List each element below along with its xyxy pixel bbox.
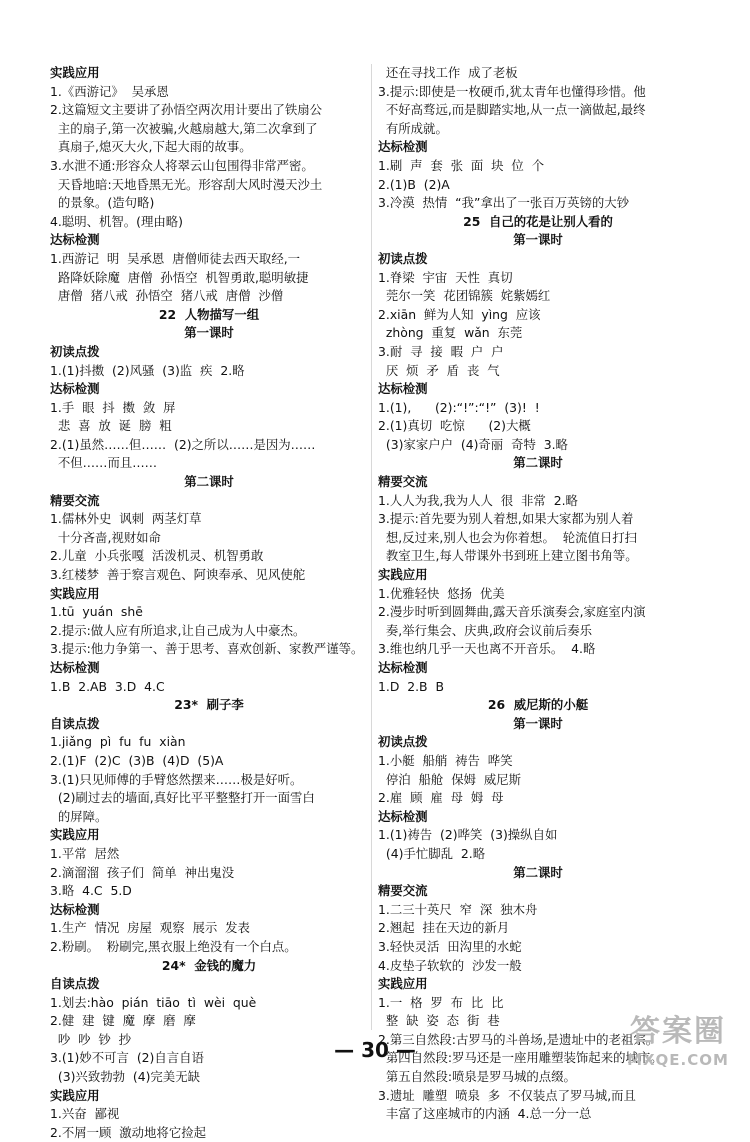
answer-line: 2.第三自然段:古罗马的斗兽场,是遗址中的老祖宗。	[378, 1031, 659, 1047]
answer-line: 2.翘起 挂在天边的新月	[378, 920, 510, 936]
answer-line: 真扇子,熄灭大火,下起大雨的故事。	[50, 139, 252, 155]
answer-line: 悲 喜 放 诞 膀 粗	[50, 418, 172, 434]
answer-line: 1.划去:hào pián tiāo tì wèi què	[50, 994, 257, 1010]
section-heading: 达标检测	[50, 660, 100, 675]
answer-line: 3.(1)妙不可言 (2)自言自语	[50, 1050, 204, 1066]
answer-line: 停泊 船舱 保姆 威尼斯	[378, 771, 522, 787]
answer-line: 2.滴溜溜 孩子们 简单 神出鬼没	[50, 864, 235, 880]
section-heading: 达标检测	[50, 901, 100, 917]
section-heading: 达标检测	[378, 139, 428, 155]
lesson-title: 25 自己的花是让别人看的	[463, 213, 613, 229]
answer-line: 教室卫生,每人带课外书到班上建立图书角等。	[378, 548, 638, 564]
answer-line: 的景象。(造句略)	[50, 195, 155, 211]
section-heading: 初读点拨	[378, 734, 428, 750]
answer-line: 唐僧 猪八戒 孙悟空 猪八戒 唐僧 沙僧	[50, 288, 284, 304]
left-column	[50, 64, 368, 1142]
lesson-title: 第二课时	[513, 864, 563, 880]
answer-line: 丰富了这座城市的内涵 4.总一分一总	[378, 1106, 592, 1122]
lesson-title: 第二课时	[184, 474, 234, 490]
answer-line: 3.耐 寻 接 暇 户 户	[378, 343, 504, 359]
answer-line: 2.漫步时听到圆舞曲,露天音乐演奏会,家庭室内演	[378, 604, 646, 620]
section-heading: 实践应用	[50, 827, 100, 843]
answer-line: 1.兴奋 鄙视	[50, 1106, 120, 1122]
section-heading: 实践应用	[378, 976, 428, 992]
section-heading: 精要交流	[50, 492, 100, 508]
answer-line: 主的扇子,第一次被骗,火越扇越大,第二次拿到了	[50, 120, 318, 136]
answer-line: 1.B 2.AB 3.D 4.C	[50, 678, 165, 694]
lesson-title: 第一课时	[513, 232, 563, 248]
watermark-logo	[614, 1013, 742, 1079]
answer-line: 1.人人为我,我为人人 很 非常 2.略	[378, 492, 578, 508]
answer-line: (3)兴致勃勃 (4)完美无缺	[50, 1069, 200, 1085]
answer-line: 1.(1), (2):“!”:“!” (3)! !	[378, 399, 540, 415]
answer-line: 1.tū yuán shē	[50, 604, 143, 620]
answer-line: 4.皮垫子软软的 沙发一般	[378, 957, 522, 973]
answer-line: 1.优雅轻快 悠扬 优美	[378, 585, 505, 601]
section-heading: 达标检测	[50, 381, 100, 397]
lesson-title: 26 威尼斯的小艇	[487, 697, 589, 713]
section-heading: 达标检测	[50, 232, 100, 248]
answer-line: 不好高骛远,而是脚踏实地,从一点一滴做起,最终	[378, 102, 646, 118]
section-heading: 达标检测	[378, 381, 428, 397]
answer-line: (3)家家户户 (4)奇丽 奇特 3.略	[378, 436, 568, 452]
section-heading: 实践应用	[378, 567, 428, 583]
answer-line: 莞尔一笑 花团锦簇 姹紫嫣红	[378, 288, 551, 304]
answer-line: (2)刷过去的墙面,真好比平平整整打开一面雪白	[50, 790, 315, 806]
answer-line: 厌 烦 矛 盾 丧 气	[378, 362, 500, 378]
section-heading: 实践应用	[50, 585, 100, 601]
answer-line: 2.(1)虽然……但…… (2)之所以……是因为……	[50, 436, 316, 452]
section-heading: 达标检测	[378, 660, 428, 675]
answer-line: (4)手忙脚乱 2.略	[378, 845, 486, 861]
section-heading: 达标检测	[378, 808, 428, 824]
answer-line: 3.提示:即使是一枚硬币,犹太青年也懂得珍惜。他	[378, 83, 646, 99]
watermark-url: MXQE.COM	[627, 1051, 729, 1069]
answer-line: 1.刷 声 套 张 面 块 位 个	[378, 157, 545, 173]
answer-line: 3.(1)只见师傅的手臂悠然摆来……极是好听。	[50, 771, 303, 787]
answer-line: 路降妖除魔 唐僧 孙悟空 机智勇敢,聪明敏捷	[50, 269, 309, 285]
lesson-title: 第一课时	[184, 325, 234, 341]
answer-line: 1.生产 情况 房屋 观察 展示 发表	[50, 920, 250, 936]
answer-line: 2.儿童 小兵张嘎 活泼机灵、机智勇敢	[50, 548, 264, 564]
answer-line: 1.(1)祷告 (2)哗笑 (3)操纵自如	[378, 827, 558, 843]
answer-line: 3.遗址 雕塑 喷泉 多 不仅装点了罗马城,而且	[378, 1087, 636, 1103]
answer-line: 1.二三十英尺 窄 深 独木舟	[378, 901, 538, 917]
answer-line: 想,反过来,别人也会为你着想。 轮流值日打扫	[378, 529, 638, 545]
right-column	[378, 64, 698, 1124]
answer-line: 3.红楼梦 善于察言观色、阿谀奉承、见风使舵	[50, 567, 306, 583]
section-heading: 精要交流	[378, 883, 428, 899]
answer-line: 整 缺 姿 态 街 巷	[378, 1013, 500, 1029]
answer-line: 十分吝啬,视财如命	[50, 529, 161, 545]
section-heading: 自读点拨	[50, 715, 100, 731]
answer-line: 2.(1)B (2)A	[378, 176, 450, 192]
answer-line: 2.xiān 鲜为人知 yìng 应该	[378, 306, 541, 322]
lesson-title: 第一课时	[513, 715, 563, 731]
answer-line: 2.提示:做人应有所追求,让自己成为人中豪杰。	[50, 622, 306, 638]
section-heading: 初读点拨	[378, 250, 428, 266]
answer-line: 2.这篇短文主要讲了孙悟空两次用计要出了铁扇公	[50, 102, 323, 118]
answer-line: 1.手 眼 抖 擞 敛 屏	[50, 399, 176, 415]
section-heading: 精要交流	[378, 474, 428, 490]
answer-line: 奏,举行集会、庆典,政府会议前后奏乐	[378, 622, 593, 638]
answer-line: 1.jiǎng pì fu fu xiàn	[50, 734, 186, 750]
answer-line: 3.略 4.C 5.D	[50, 883, 132, 899]
lesson-title: 24* 金钱的魔力	[161, 957, 257, 973]
answer-line: 4.聪明、机智。(理由略)	[50, 213, 184, 229]
answer-line: 1.平常 居然	[50, 845, 120, 861]
section-heading: 自读点拨	[50, 976, 100, 992]
answer-line: 1.小艇 船艄 祷告 哗笑	[378, 752, 513, 768]
answer-line: 1.西游记 明 吴承恩 唐僧师徒去西天取经,一	[50, 250, 301, 266]
answer-line: 3.水泄不通:形容众人将翠云山包围得非常严密。	[50, 157, 314, 173]
lesson-title: 22 人物描写一组	[158, 306, 260, 322]
answer-line: 2.雇 顾 雇 母 姆 母	[378, 790, 504, 806]
answer-line: 第四自然段:罗马还是一座用雕塑装饰起来的城市。	[378, 1050, 663, 1066]
answer-line: 的屏障。	[50, 808, 108, 824]
answer-line: 2.(1)真切 吃惊 (2)大概	[378, 418, 531, 434]
answer-line: 1.一 格 罗 布 比 比	[378, 994, 504, 1010]
answer-line: 3.提示:首先要为别人着想,如果大家都为别人着	[378, 511, 634, 527]
section-heading: 初读点拨	[50, 343, 100, 359]
lesson-title: 第二课时	[513, 455, 563, 471]
answer-line: 3.冷漠 热情 “我”拿出了一张百万英镑的大钞	[378, 195, 630, 211]
lesson-title: 23* 刷子李	[174, 697, 244, 713]
answer-line: 第五自然段:喷泉是罗马城的点缀。	[378, 1069, 576, 1085]
answer-line: 还在寻找工作 成了老板	[378, 65, 518, 80]
answer-line: 1.《西游记》 吴承恩	[50, 83, 169, 99]
answer-line: 1.D 2.B B	[378, 678, 444, 694]
section-heading: 实践应用	[50, 65, 100, 80]
answer-line: 天昏地暗:天地昏黑无光。形容刮大风时漫天沙土	[50, 176, 323, 192]
watermark-logo-text: 答案圈	[630, 1014, 726, 1049]
answer-line: 3.维也纳几乎一天也离不开音乐。 4.略	[378, 641, 596, 657]
section-heading: 实践应用	[50, 1087, 100, 1103]
column-divider	[371, 64, 372, 1030]
answer-line: 吵 吵 钞 抄	[50, 1031, 132, 1047]
answer-line: 1.(1)抖擞 (2)风骚 (3)监 疾 2.略	[50, 362, 245, 378]
answer-line: 1.儒林外史 讽刺 两茎灯草	[50, 511, 202, 527]
answer-line: 2.不屑一顾 激动地将它捡起	[50, 1124, 206, 1140]
answer-line: 3.提示:他力争第一、善于思考、喜欢创新、家教严谨等。	[50, 641, 364, 657]
answer-line: 2.健 建 键 魔 摩 磨 摩	[50, 1013, 196, 1029]
answer-line: 3.轻快灵活 田沟里的水蛇	[378, 938, 522, 954]
page-number: — 30 —	[334, 1038, 416, 1062]
answer-line: 1.脊梁 宇宙 天性 真切	[378, 269, 513, 285]
answer-line: zhòng 重复 wǎn 东莞	[378, 325, 523, 341]
answer-line: 2.(1)F (2)C (3)B (4)D (5)A	[50, 752, 224, 768]
answer-line: 有所成就。	[378, 120, 448, 136]
answer-line: 不但……而且……	[50, 455, 158, 471]
answer-line: 2.粉刷。 粉刷完,黑衣服上绝没有一个白点。	[50, 938, 297, 954]
